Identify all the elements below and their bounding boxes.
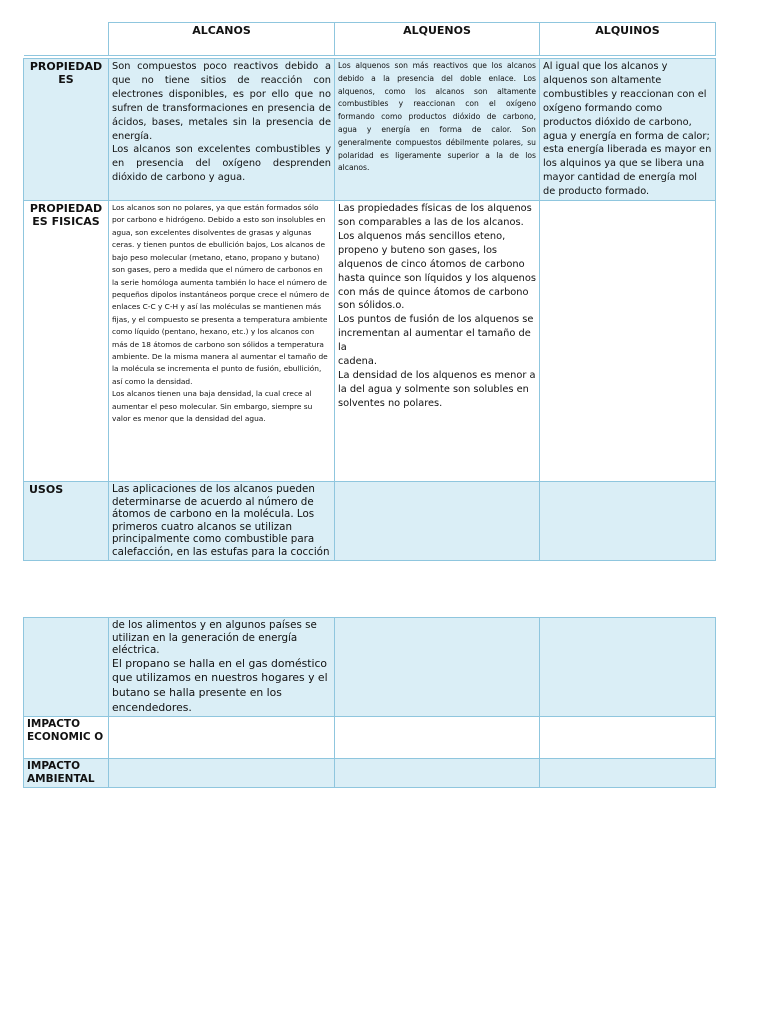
- header-alquenos: ALQUENOS: [335, 23, 540, 56]
- cell-alquenos-fisicas: [335, 201, 540, 482]
- cell-alcanos-usos-continued: [109, 618, 335, 717]
- row-label-propiedades: PROPIEDAD ES: [24, 59, 109, 201]
- row-usos: [24, 482, 716, 561]
- cell-alquenos-impacto-economico: [335, 717, 540, 759]
- comparison-table-page2: [23, 617, 716, 788]
- row-propiedades: [24, 59, 716, 201]
- row-label-impacto-economico: IMPACTO ECONOMIC O: [24, 717, 109, 759]
- paragraph: Los puntos de fusión de los alquenos se incrementan al aumentar el tamaño de la: [338, 314, 534, 354]
- cell-alquinos-propiedades: [540, 59, 716, 201]
- row-usos-continuation: [24, 618, 716, 717]
- cell-alquenos-impacto-ambiental: [335, 759, 540, 788]
- comparison-table-page1: [23, 22, 716, 561]
- row-impacto-ambiental: [24, 759, 716, 788]
- header-empty-cell: [24, 23, 109, 56]
- cell-alquinos-usos: [540, 482, 716, 561]
- cell-alquinos-usos-continued: [540, 618, 716, 717]
- paragraph: La densidad de los alquenos es menor a la del agua y solmente son solubles en solventes no polares.: [338, 369, 536, 409]
- paragraph: Al igual que los alcanos y alquenos son altamente combustibles y reaccionan con el oxígeno formando como productos dióxido de carbono, agua y energía en forma de calor; esta energía liberada es mayor en los alquinos ya que se libera una mayor cantidad de energía mol de producto formado.: [543, 61, 712, 198]
- paragraph: Las aplicaciones de los alcanos pueden determinarse de acuerdo al número de átomos de carbono en la molécula. Los primeros cuatro alcanos se utilizan principalmente como combustible para calefacción, en las estufas para la cocción: [112, 483, 330, 559]
- row-propiedades-fisicas: [24, 201, 716, 482]
- paragraph: Los alcanos son no polares, ya que están formados sólo por carbono e hidrógeno. Debido a esto son insolubles en agua, son excelentes disolventes de grasas y algunas ceras. y tienen puntos de ebullición bajos, Los alcanos de bajo peso molecular (metano, etano, propano y butano) son gases, pero a medida que el número de carbonos en la serie homóloga aumenta también lo hace el número de pequeños dipolos instantáneos porque crece el número de enlaces C-C y C-H y así las moléculas se mantienen más fijas, y el compuesto se presenta a temperatura ambiente como líquido (pentano, hexano, etc.) y los alcanos con más de 18 átomos de carbono son sólidos a temperatura ambiente. De la misma manera al aumentar el tamaño de la molécula se incrementa el punto de fusión, ebullición, así como la densidad.: [112, 203, 330, 386]
- paragraph: Los alquenos más sencillos eteno, propeno y buteno son gases, los alquenos de cinco átomos de carbono hasta quince son líquidos y los alquenos con más de quince átomos de carbono son sólidos.o.: [338, 230, 536, 312]
- row-label-empty: [24, 618, 109, 717]
- cell-alquenos-usos-continued: [335, 618, 540, 717]
- paragraph: Las propiedades físicas de los alquenos son comparables a las de los alcanos.: [338, 203, 532, 228]
- cell-alcanos-fisicas: [109, 201, 335, 482]
- paragraph: Los alquenos son más reactivos que los alcanos debido a la presencia del doble enlace. Los alquenos, como los alcanos son altamente combustibles y reaccionan con el oxígeno formando como productos dióxido de carbono, agua y energía en forma de calor. Son generalmente compuestos débilmente polares, su polaridad es ligeramente superior a la de los alcanos.: [338, 61, 536, 173]
- header-alcanos: ALCANOS: [109, 23, 335, 56]
- cell-alcanos-impacto-ambiental: [109, 759, 335, 788]
- paragraph: Los alcanos son excelentes combustibles y en presencia del oxígeno desprenden dióxido de carbono y agua.: [112, 144, 331, 184]
- cell-alquenos-usos: [335, 482, 540, 561]
- cell-alquinos-fisicas: [540, 201, 716, 482]
- paragraph: de los alimentos y en algunos países se utilizan en la generación de energía eléctrica.: [112, 619, 317, 657]
- cell-alquinos-impacto-ambiental: [540, 759, 716, 788]
- row-label-propiedades-fisicas: PROPIEDAD ES FISICAS: [24, 201, 109, 482]
- paragraph: Los alcanos tienen una baja densidad, la cual crece al aumentar el peso molecular. Sin embargo, siempre su valor es menor que la densidad del agua.: [112, 389, 313, 423]
- cell-alcanos-usos: [109, 482, 335, 561]
- paragraph: cadena.: [338, 356, 377, 368]
- paragraph: El propano se halla en el gas doméstico que utilizamos en nuestros hogares y el butano se halla presente en los encendedores.: [112, 656, 328, 714]
- row-label-impacto-ambiental: IMPACTO AMBIENTAL: [24, 759, 109, 788]
- row-impacto-economico: [24, 717, 716, 759]
- row-label-usos: USOS: [24, 482, 109, 561]
- cell-alquinos-impacto-economico: [540, 717, 716, 759]
- header-row: [24, 23, 716, 56]
- cell-alcanos-impacto-economico: [109, 717, 335, 759]
- paragraph: Son compuestos poco reactivos debido a que no tiene sitios de reacción con electrones disponibles, es por ello que no sufren de transformaciones en presencia de ácidos, bases, metales sin la presencia de energía.: [112, 61, 331, 142]
- cell-alquenos-propiedades: [335, 59, 540, 201]
- header-alquinos: ALQUINOS: [540, 23, 716, 56]
- cell-alcanos-propiedades: [109, 59, 335, 201]
